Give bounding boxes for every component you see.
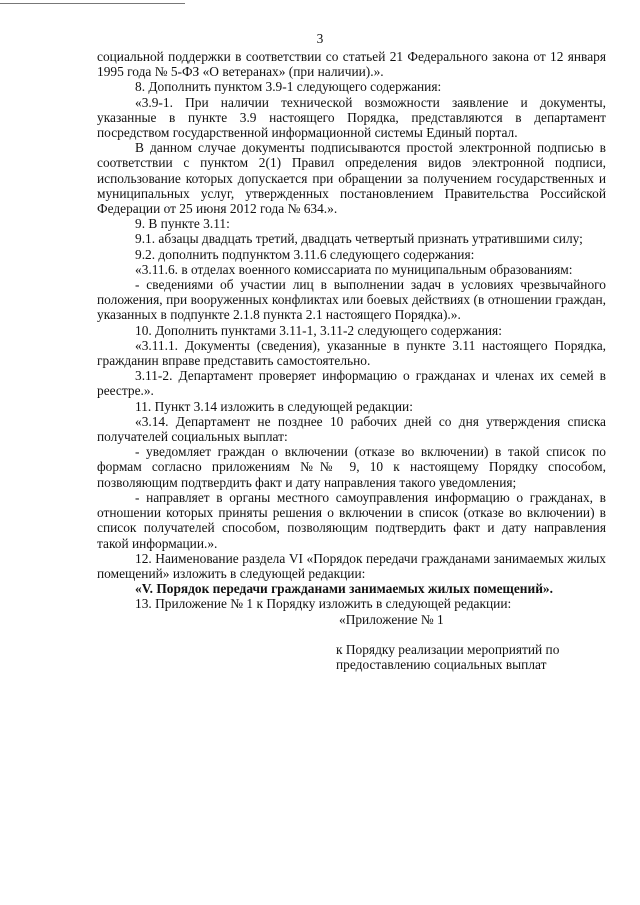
document-body: [97, 49, 606, 672]
paragraph: «3.11.6. в отделах военного комиссариата по муниципальным образованиям:: [135, 261, 573, 277]
paragraph: «3.9-1. При наличии технической возможности заявление и документы, указанные в пункте 3.9 настоящего Порядка, представляются в департамент посредством государственной информационной системы Единый портал.: [97, 94, 606, 141]
page-number: 3: [316, 31, 324, 46]
paragraph: - направляет в органы местного самоуправления информацию о гражданах, в отношении которых приняты решения о включении в список (отказе во включении) в список получателей способом, позволяющим подтвердить факт и дату направления такой информации.».: [97, 489, 606, 551]
paragraph: 12. Наименование раздела VI «Порядок передачи гражданами занимаемых жилых помещений» изложить в следующей редакции:: [97, 550, 606, 581]
paragraph: 9.2. дополнить подпунктом 3.11.6 следующего содержания:: [135, 246, 475, 262]
paragraph: 13. Приложение № 1 к Порядку изложить в следующей редакции:: [135, 596, 512, 612]
paragraph: 11. Пункт 3.14 изложить в следующей редакции:: [135, 398, 413, 414]
appendix-reference: к Порядку реализации мероприятий по предоставлению социальных выплат: [336, 641, 560, 672]
header-rule: [0, 3, 185, 4]
appendix-block: [97, 612, 606, 673]
paragraph: 3.11-2. Департамент проверяет информацию о гражданах и членах их семей в реестре.».: [97, 368, 606, 399]
paragraph: 9.1. абзацы двадцать третий, двадцать четвертый признать утратившими силу;: [135, 231, 583, 247]
paragraph: «3.11.1. Документы (сведения), указанные в пункте 3.11 настоящего Порядка, гражданин вправе представить самостоятельно.: [97, 337, 606, 369]
paragraph: 8. Дополнить пунктом 3.9-1 следующего содержания:: [135, 79, 442, 95]
paragraph: «3.14. Департамент не позднее 10 рабочих дней со дня утверждения списка получателей социальных выплат:: [97, 413, 606, 445]
paragraph: В данном случае документы подписываются простой электронной подписью в соответствии с пунктом 2(1) Правил определения видов электронной подписи, использование которых допускается при обращении за получением государственных и муниципальных услуг, утвержденных постановлением Правительства Российской Федерации от 25 июня 2012 года № 634.».: [97, 140, 606, 217]
paragraph-list: [97, 49, 606, 612]
paragraph: 9. В пункте 3.11:: [135, 216, 230, 232]
paragraph: 10. Дополнить пунктами 3.11-1, 3.11-2 следующего содержания:: [135, 322, 502, 338]
paragraph: «V. Порядок передачи гражданами занимаемых жилых помещений».: [135, 581, 553, 597]
paragraph: социальной поддержки в соответствии со статьей 21 Федерального закона от 12 января 1995 года № 5-ФЗ «О ветеранах» (при наличии).».: [97, 49, 606, 80]
paragraph: - уведомляет граждан о включении (отказе во включении) в такой список по формам согласно приложениям №№ 9, 10 к настоящему Порядку способом, позволяющим подтвердить факт и дату направления такого уведомления;: [97, 444, 606, 490]
paragraph: - сведениями об участии лиц в выполнении задач в условиях чрезвычайного положения, при вооруженных конфликтах или боевых действиях (в отношении граждан, указанных в подпункте 2.1.8 пункта 2.1 настоящего Порядка).».: [97, 277, 606, 323]
appendix-heading: «Приложение № 1: [339, 611, 444, 627]
